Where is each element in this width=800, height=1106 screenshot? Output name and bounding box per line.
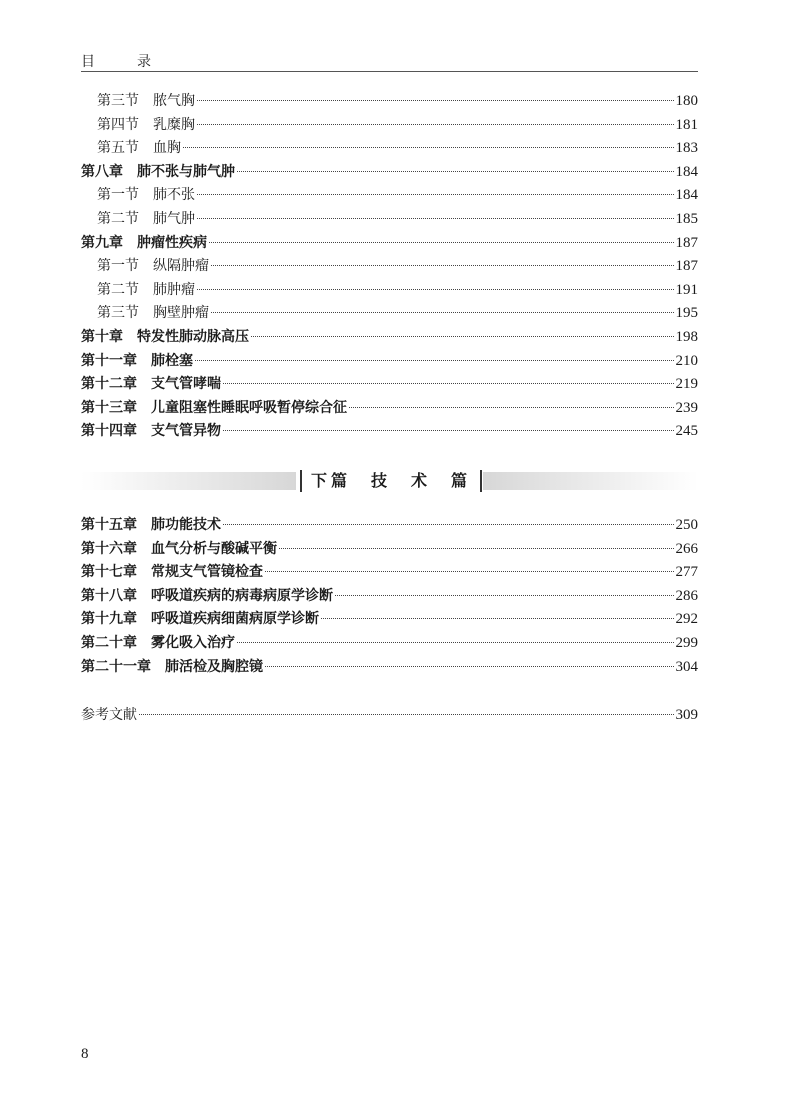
toc-entry-chapter[interactable] <box>81 350 698 374</box>
page-ref: 299 <box>675 634 698 651</box>
page-ref: 180 <box>675 93 698 109</box>
leader-dots <box>197 289 674 290</box>
page-ref: 304 <box>675 658 698 675</box>
page-ref: 219 <box>675 376 698 393</box>
banner-bar-right <box>483 472 698 490</box>
page-ref: 198 <box>675 328 698 345</box>
chapter-number: 第二十一章 <box>81 658 151 675</box>
leader-dots <box>265 571 674 572</box>
part-banner <box>81 470 698 492</box>
page-ref: 286 <box>675 587 698 604</box>
chapter-title: 呼吸道疾病细菌病原学诊断 <box>151 611 319 628</box>
leader-dots <box>237 642 674 643</box>
section-title: 肺气肿 <box>153 210 195 227</box>
section-number: 第二节 <box>97 281 139 298</box>
chapter-number: 第十四章 <box>81 423 137 440</box>
chapter-number: 第十五章 <box>81 517 137 533</box>
section-number: 第一节 <box>97 258 139 275</box>
toc-entry-references[interactable] <box>81 704 698 728</box>
page-ref: 191 <box>675 281 698 298</box>
chapter-number: 第十二章 <box>81 376 137 393</box>
section-title: 肺肿瘤 <box>153 281 195 298</box>
chapter-title: 特发性肺动脉高压 <box>137 328 249 345</box>
leader-dots <box>223 430 674 431</box>
chapter-title: 雾化吸入治疗 <box>151 634 235 651</box>
leader-dots <box>183 147 674 148</box>
section-number: 第三节 <box>97 305 139 322</box>
chapter-title: 肺栓塞 <box>151 352 193 369</box>
section-title: 胸壁肿瘤 <box>153 305 209 322</box>
chapter-title: 肿瘤性疾病 <box>137 234 207 251</box>
toc-entry-section[interactable] <box>81 114 698 138</box>
page-ref: 292 <box>675 611 698 628</box>
toc-entry-chapter[interactable] <box>81 585 698 609</box>
toc-entry-chapter[interactable] <box>81 420 698 444</box>
chapter-title: 肺不张与肺气肿 <box>137 163 235 180</box>
references-page: 309 <box>675 707 698 723</box>
leader-dots <box>195 360 674 361</box>
chapter-title: 呼吸道疾病的病毒病原学诊断 <box>151 587 333 604</box>
leader-dots <box>139 714 674 715</box>
leader-dots <box>197 124 674 125</box>
toc-entry-chapter[interactable] <box>81 514 698 538</box>
section-title: 肺不张 <box>153 187 195 204</box>
page-ref: 210 <box>675 352 698 369</box>
section-title: 血胸 <box>153 140 181 157</box>
chapter-number: 第八章 <box>81 163 123 180</box>
toc-entry-chapter[interactable] <box>81 632 698 656</box>
chapter-title: 常规支气管镜检查 <box>151 564 263 581</box>
leader-dots <box>211 265 674 266</box>
page-ref: 239 <box>675 399 698 416</box>
leader-dots <box>237 171 674 172</box>
chapter-number: 第十九章 <box>81 611 137 628</box>
toc-entry-chapter[interactable] <box>81 538 698 562</box>
page-ref: 250 <box>675 517 698 533</box>
chapter-number: 第九章 <box>81 234 123 251</box>
leader-dots <box>211 312 674 313</box>
toc-entry-section[interactable] <box>81 208 698 232</box>
toc-list-bottom <box>81 514 698 679</box>
toc-entry-chapter[interactable] <box>81 161 698 185</box>
section-title: 乳糜胸 <box>153 116 195 133</box>
chapter-number: 第十章 <box>81 328 123 345</box>
section-number: 第一节 <box>97 187 139 204</box>
toc-entry-section[interactable] <box>81 255 698 279</box>
leader-dots <box>251 336 674 337</box>
leader-dots <box>197 194 674 195</box>
toc-references <box>81 704 698 728</box>
toc-entry-chapter[interactable] <box>81 373 698 397</box>
toc-list-top <box>81 90 698 444</box>
section-number: 第二节 <box>97 210 139 227</box>
page-number: 8 <box>81 1046 89 1062</box>
page-ref: 181 <box>675 116 698 133</box>
page-ref: 187 <box>675 234 698 251</box>
section-title: 脓气胸 <box>153 93 195 109</box>
chapter-number: 第十一章 <box>81 352 137 369</box>
chapter-title: 儿童阻塞性睡眠呼吸暂停综合征 <box>151 399 347 416</box>
leader-dots <box>349 407 674 408</box>
section-number: 第三节 <box>97 93 139 109</box>
leader-dots <box>209 242 674 243</box>
toc-entry-chapter[interactable] <box>81 232 698 256</box>
page-header <box>81 50 698 72</box>
section-title: 纵隔肿瘤 <box>153 258 209 275</box>
leader-dots <box>335 595 674 596</box>
chapter-number: 第十八章 <box>81 587 137 604</box>
page-ref: 277 <box>675 564 698 581</box>
references-title: 参考文献 <box>81 707 137 723</box>
part-title: 下篇 技 术 篇 <box>300 470 482 492</box>
header-title: 目 录 <box>81 54 165 70</box>
page-ref: 187 <box>675 258 698 275</box>
leader-dots <box>321 618 674 619</box>
toc-entry-chapter[interactable] <box>81 608 698 632</box>
chapter-title: 血气分析与酸碱平衡 <box>151 540 277 557</box>
chapter-title: 肺功能技术 <box>151 517 221 533</box>
chapter-number: 第二十章 <box>81 634 137 651</box>
leader-dots <box>279 548 674 549</box>
page-ref: 245 <box>675 423 698 440</box>
banner-bar-left <box>81 472 296 490</box>
page-ref: 266 <box>675 540 698 557</box>
leader-dots <box>223 524 674 525</box>
chapter-number: 第十六章 <box>81 540 137 557</box>
toc-entry-section[interactable] <box>81 90 698 114</box>
page-ref: 184 <box>675 187 698 204</box>
toc-entry-chapter[interactable] <box>81 561 698 585</box>
toc-entry-chapter[interactable] <box>81 397 698 421</box>
section-number: 第四节 <box>97 116 139 133</box>
toc-entry-chapter[interactable] <box>81 326 698 350</box>
page-ref: 185 <box>675 210 698 227</box>
chapter-number: 第十七章 <box>81 564 137 581</box>
toc-entry-section[interactable] <box>81 184 698 208</box>
page-ref: 184 <box>675 163 698 180</box>
toc-entry-section[interactable] <box>81 302 698 326</box>
leader-dots <box>265 666 674 667</box>
chapter-title: 支气管哮喘 <box>151 376 221 393</box>
toc-entry-section[interactable] <box>81 137 698 161</box>
toc-entry-section[interactable] <box>81 279 698 303</box>
leader-dots <box>223 383 674 384</box>
section-number: 第五节 <box>97 140 139 157</box>
chapter-title: 肺活检及胸腔镜 <box>165 658 263 675</box>
leader-dots <box>197 218 674 219</box>
leader-dots <box>197 100 674 101</box>
page-ref: 183 <box>675 140 698 157</box>
chapter-number: 第十三章 <box>81 399 137 416</box>
page-ref: 195 <box>675 305 698 322</box>
chapter-title: 支气管异物 <box>151 423 221 440</box>
toc-entry-chapter[interactable] <box>81 656 698 680</box>
